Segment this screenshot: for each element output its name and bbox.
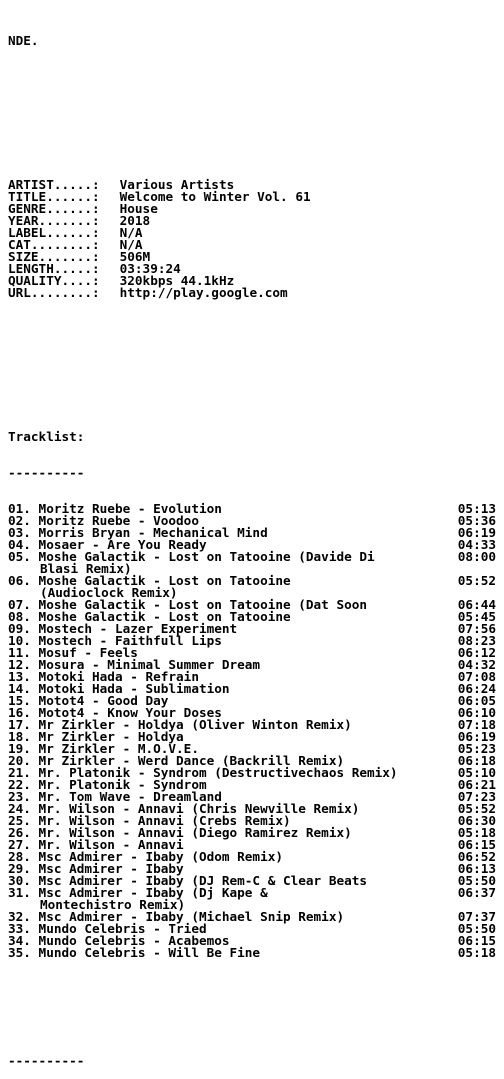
meta-value: http://play.google.com — [119, 285, 288, 300]
track-title: 28. Msc Admirer - Ibaby (Odom Remix) — [8, 849, 283, 864]
track-title: 25. Mr. Wilson - Annavi (Crebs Remix) — [8, 813, 291, 828]
track-title: 05. Moshe Galactik - Lost on Tatooine (Davide Di — [8, 549, 375, 564]
meta-key: SIZE.......: — [8, 249, 100, 264]
track-title: 26. Mr. Wilson - Annavi (Diego Ramirez Remix) — [8, 825, 352, 840]
track-title: 17. Mr Zirkler - Holdya (Oliver Winton Remix) — [8, 717, 352, 732]
footer-rule: ---------- — [8, 1053, 85, 1068]
meta-value: N/A — [119, 237, 143, 252]
track-duration: 06:05 — [457, 693, 496, 708]
release-info — [8, 179, 496, 299]
meta-key: TITLE......: — [8, 189, 100, 204]
track-duration: 07:56 — [457, 621, 496, 636]
track-duration: 05:13 — [457, 501, 496, 516]
track-title: 29. Msc Admirer - Ibaby — [8, 861, 184, 876]
track-title-continued: (Audioclock Remix) — [40, 585, 178, 600]
track-title: 33. Mundo Celebris - Tried — [8, 921, 207, 936]
track-title: 22. Mr. Platonik - Syndrom — [8, 777, 207, 792]
track-duration: 06:15 — [457, 837, 496, 852]
track-title: 02. Moritz Ruebe - Voodoo — [8, 513, 199, 528]
track-title-continued: Blasi Remix) — [40, 561, 132, 576]
track-title: 15. Motot4 - Good Day — [8, 693, 169, 708]
meta-line — [8, 287, 496, 299]
track-title: 07. Moshe Galactik - Lost on Tatooine (Dat Soon — [8, 597, 368, 612]
track-row — [8, 851, 496, 863]
track-title: 16. Motot4 - Know Your Doses — [8, 705, 222, 720]
track-title: 21. Mr. Platonik - Syndrom (Destructivechaos Remix) — [8, 765, 398, 780]
track-duration: 06:10 — [457, 705, 496, 720]
meta-value: 506M — [119, 249, 151, 264]
track-title: 10. Mostech - Faithfull Lips — [8, 633, 222, 648]
track-duration: 07:08 — [457, 669, 496, 684]
track-row — [8, 575, 496, 587]
track-duration: 06:12 — [457, 645, 496, 660]
track-duration: 06:18 — [457, 753, 496, 768]
track-duration: 04:32 — [457, 657, 496, 672]
track-title: 20. Mr Zirkler - Werd Dance (Backrill Remix) — [8, 753, 345, 768]
track-duration: 06:15 — [457, 933, 496, 948]
track-row — [8, 767, 496, 779]
track-duration: 06:37 — [457, 885, 496, 900]
track-row — [8, 887, 496, 899]
track-title: 09. Mostech - Lazer Experiment — [8, 621, 238, 636]
track-title: 04. Mosaer - Are You Ready — [8, 537, 207, 552]
track-duration: 07:18 — [457, 717, 496, 732]
track-title: 27. Mr. Wilson - Annavi — [8, 837, 184, 852]
track-duration: 08:23 — [457, 633, 496, 648]
track-title: 14. Motoki Hada - Sublimation — [8, 681, 230, 696]
tracklist-heading: Tracklist: — [8, 429, 85, 444]
tracklist — [8, 503, 496, 959]
track-row — [8, 935, 496, 947]
track-title: 23. Mr. Tom Wave - Dreamland — [8, 789, 222, 804]
track-title: 35. Mundo Celebris - Will Be Fine — [8, 945, 261, 960]
track-title: 06. Moshe Galactik - Lost on Tatooine — [8, 573, 291, 588]
nfo-document — [8, 11, 496, 1079]
track-duration: 06:30 — [457, 813, 496, 828]
track-duration: 06:19 — [457, 729, 496, 744]
track-duration: 08:00 — [457, 549, 496, 564]
track-duration: 05:18 — [457, 825, 496, 840]
meta-value: Welcome to Winter Vol. 61 — [119, 189, 311, 204]
track-duration: 05:52 — [457, 573, 496, 588]
track-row — [8, 863, 496, 875]
header-line: NDE. — [8, 33, 39, 48]
track-row — [8, 947, 496, 959]
track-duration: 07:23 — [457, 789, 496, 804]
track-row — [8, 923, 496, 935]
track-row — [8, 827, 496, 839]
track-row — [8, 779, 496, 791]
track-title: 18. Mr Zirkler - Holdya — [8, 729, 184, 744]
meta-value: 2018 — [119, 213, 151, 228]
track-duration: 05:50 — [457, 921, 496, 936]
track-duration: 05:52 — [457, 801, 496, 816]
track-duration: 06:52 — [457, 849, 496, 864]
meta-key: QUALITY....: — [8, 273, 100, 288]
track-title: 31. Msc Admirer - Ibaby (Dj Kape & — [8, 885, 268, 900]
track-title: 19. Mr Zirkler - M.O.V.E. — [8, 741, 199, 756]
meta-key: URL........: — [8, 285, 100, 300]
track-title: 12. Mosura - Minimal Summer Dream — [8, 657, 261, 672]
meta-value: House — [119, 201, 158, 216]
tracklist-rule: ---------- — [8, 465, 85, 480]
track-row — [8, 803, 496, 815]
track-duration: 05:36 — [457, 513, 496, 528]
track-title: 03. Morris Bryan - Mechanical Mind — [8, 525, 268, 540]
meta-key: LENGTH.....: — [8, 261, 100, 276]
meta-key: ARTIST.....: — [8, 177, 100, 192]
track-duration: 05:10 — [457, 765, 496, 780]
track-duration: 04:33 — [457, 537, 496, 552]
track-row — [8, 755, 496, 767]
track-row — [8, 815, 496, 827]
track-title: 24. Mr. Wilson - Annavi (Chris Newville Remix) — [8, 801, 360, 816]
track-title: 13. Motoki Hada - Refrain — [8, 669, 199, 684]
track-duration: 05:50 — [457, 873, 496, 888]
meta-value: 03:39:24 — [119, 261, 181, 276]
track-title: 08. Moshe Galactik - Lost on Tatooine — [8, 609, 291, 624]
meta-key: LABEL......: — [8, 225, 100, 240]
track-duration: 07:37 — [457, 909, 496, 924]
track-row — [8, 839, 496, 851]
meta-key: CAT........: — [8, 237, 100, 252]
track-duration: 06:24 — [457, 681, 496, 696]
meta-key: GENRE......: — [8, 201, 100, 216]
meta-value: 320kbps 44.1kHz — [119, 273, 235, 288]
track-title: 30. Msc Admirer - Ibaby (DJ Rem-C & Clear Beats — [8, 873, 368, 888]
track-duration: 06:44 — [457, 597, 496, 612]
track-duration: 05:45 — [457, 609, 496, 624]
track-row — [8, 875, 496, 887]
track-duration: 05:18 — [457, 945, 496, 960]
track-duration: 06:19 — [457, 525, 496, 540]
track-title: 34. Mundo Celebris - Acabemos — [8, 933, 230, 948]
track-duration: 06:21 — [457, 777, 496, 792]
track-duration: 06:13 — [457, 861, 496, 876]
track-title: 32. Msc Admirer - Ibaby (Michael Snip Remix) — [8, 909, 345, 924]
track-title: 11. Mosuf - Feels — [8, 645, 138, 660]
track-duration: 05:23 — [457, 741, 496, 756]
meta-key: YEAR.......: — [8, 213, 100, 228]
track-title-continued: Montechistro Remix) — [40, 897, 186, 912]
meta-value: N/A — [119, 225, 143, 240]
track-row — [8, 791, 496, 803]
meta-value: Various Artists — [119, 177, 235, 192]
track-title: 01. Moritz Ruebe - Evolution — [8, 501, 222, 516]
track-row — [8, 743, 496, 755]
track-row — [8, 911, 496, 923]
track-row — [8, 551, 496, 563]
